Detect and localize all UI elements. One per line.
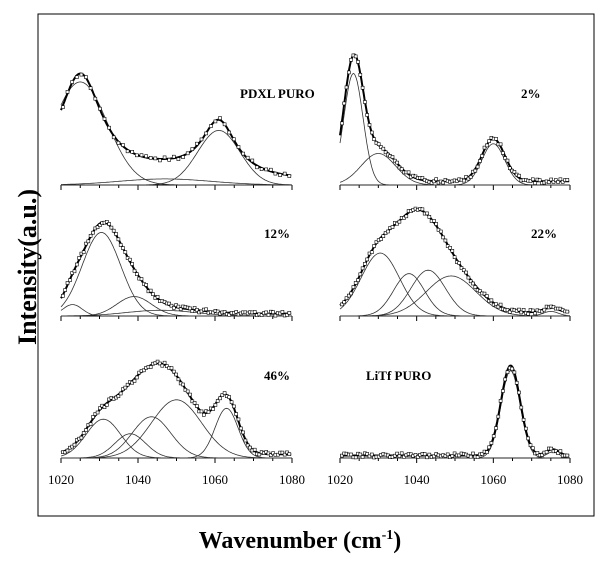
panel-3-data-point — [124, 251, 127, 254]
panel-4-data-point — [474, 286, 477, 289]
panel-2-data-point — [359, 73, 362, 76]
panel-6-component-peak-1 — [340, 371, 570, 458]
panel-3-data-point — [78, 257, 81, 260]
panel-2-data-point — [495, 137, 498, 140]
panel-1-data-point — [85, 76, 88, 79]
panel-3-data-point — [110, 226, 113, 229]
panel-1-data-point — [98, 107, 101, 110]
x-tick-label: 1080 — [557, 472, 583, 487]
panel-5-data-point — [175, 373, 178, 376]
panel-5-data-point — [163, 361, 166, 364]
panel-2-data-point — [501, 152, 504, 155]
panel-6-data-point — [520, 406, 523, 409]
panel-1-label: PDXL PURO — [240, 86, 315, 101]
panel-3-data-point — [267, 313, 270, 316]
panel-2-data-point — [347, 71, 350, 74]
panel-1-data-point — [288, 175, 291, 178]
panel-4-data-point — [522, 308, 525, 311]
panel-2-data-point — [435, 178, 438, 181]
panel-4-data-point — [361, 267, 364, 270]
panel-1-data-point — [228, 131, 231, 134]
panel-4-data-point — [432, 219, 435, 222]
panel-1-component-peak-3 — [61, 179, 292, 185]
panel-4-data-point — [499, 303, 502, 306]
panel-1-data-point — [251, 159, 254, 162]
panel-5-data-point — [119, 392, 122, 395]
panel-3-data-point — [61, 294, 64, 297]
panel-3-data-point — [122, 247, 125, 250]
panel-4-data-point — [439, 230, 442, 233]
panel-1-data-point — [242, 152, 245, 155]
panel-5-data-point — [186, 390, 189, 393]
panel-3-data-point — [281, 310, 284, 313]
panel-1-data-point — [274, 172, 277, 175]
panel-4-data-point — [444, 239, 447, 242]
panel-5-data-point — [219, 397, 222, 400]
panel-6-data-point — [495, 427, 498, 430]
panel-1-data-point — [75, 76, 78, 79]
panel-2-data-point — [366, 114, 369, 117]
panel-5-data-point — [253, 448, 256, 451]
x-tick-label: 1080 — [279, 472, 305, 487]
panel-5-data-point — [202, 413, 205, 416]
panel-2-data-point — [506, 159, 509, 162]
panel-3-label: 12% — [264, 226, 290, 241]
panel-3-data-point — [152, 293, 155, 296]
panel-3-data-point — [205, 308, 208, 311]
panel-5-data-point — [200, 410, 203, 413]
panel-5-data-point — [133, 379, 136, 382]
panel-3-data-point — [73, 270, 76, 273]
panel-3-data-point — [119, 243, 122, 246]
panel-2-fit-curve — [340, 55, 569, 182]
panel-4-data-point — [467, 276, 470, 279]
panel-3-data-point — [128, 258, 131, 261]
panel-6-data-point — [497, 415, 500, 418]
panel-2-data-point — [518, 174, 521, 177]
panel-3-data-point — [149, 289, 152, 292]
panel-4-component-peak-2 — [340, 274, 570, 316]
panel-3-data-point — [288, 311, 291, 314]
panel-5-data-point — [232, 405, 235, 408]
panel-3-data-point — [82, 251, 85, 254]
x-axis-label-exponent: -1 — [381, 528, 394, 543]
panel-1-data-point — [182, 156, 185, 159]
panel-6-data-point — [518, 391, 521, 394]
panel-2-data-point — [370, 131, 373, 134]
x-tick-label: 1020 — [327, 472, 353, 487]
panel-1-data-point — [223, 123, 226, 126]
panel-4-data-point — [370, 251, 373, 254]
panel-5-data-point — [149, 366, 152, 369]
panel-2-data-point — [538, 179, 541, 182]
panel-1-data-point — [177, 158, 180, 161]
panel-1-data-point — [219, 117, 222, 120]
panel-3-data-point — [75, 263, 78, 266]
panel-3-data-point — [68, 279, 71, 282]
panel-4-data-point — [366, 258, 369, 261]
panel-1-data-point — [154, 157, 157, 160]
panel-6-data-point — [472, 452, 475, 455]
panel-5-fit-curve — [61, 363, 291, 454]
panel-6-data-point — [529, 444, 532, 447]
panel-2-data-point — [357, 60, 360, 63]
panel-3-data-point — [272, 311, 275, 314]
panel-3-data-point — [131, 263, 134, 266]
panel-6-data-point — [490, 442, 493, 445]
panel-2-data-point — [566, 178, 569, 181]
panel-5-data-point — [177, 378, 180, 381]
panel-4-data-point — [398, 220, 401, 223]
panel-5-data-point — [182, 383, 185, 386]
panel-4-component-peak-4 — [340, 276, 570, 316]
panel-1-data-point — [149, 156, 152, 159]
panel-3-data-point — [253, 310, 256, 313]
panel-4-data-point — [352, 286, 355, 289]
panel-4-data-point — [449, 246, 452, 249]
panel-5-data-point — [237, 418, 240, 421]
panel-1-data-point — [71, 81, 74, 84]
panel-5-data-point — [244, 439, 247, 442]
panel-6-data-point — [423, 453, 426, 456]
panel-6-data-point — [511, 367, 514, 370]
panel-2-data-point — [350, 58, 353, 61]
panel-4-data-point — [490, 299, 493, 302]
panel-2-label: 2% — [521, 86, 541, 101]
panel-2-data-point — [534, 182, 537, 185]
panel-6-data-point — [499, 399, 502, 402]
panel-2-data-point — [340, 122, 343, 125]
panel-5-data-point — [235, 413, 238, 416]
panel-1-data-point — [61, 106, 64, 109]
panel-1-data-point — [168, 158, 171, 161]
panel-4-data-point — [451, 249, 454, 252]
panel-1-data-point — [232, 138, 235, 141]
panel-1-data-point — [66, 90, 69, 93]
panel-6-data-point — [513, 371, 516, 374]
panel-3-data-point — [89, 234, 92, 237]
panel-4-data-point — [527, 312, 530, 315]
panel-3-data-point — [156, 295, 159, 298]
figure-frame — [38, 14, 594, 516]
panel-4-data-point — [428, 215, 431, 218]
panel-1-data-point — [209, 125, 212, 128]
panel-1-data-point — [112, 136, 115, 139]
panel-4-data-point — [485, 295, 488, 298]
panel-3-data-point — [145, 283, 148, 286]
x-tick-label: 1020 — [48, 472, 74, 487]
panel-1-data-point — [89, 87, 92, 90]
panel-1-data-point — [80, 73, 83, 76]
panel-2-data-point — [363, 101, 366, 104]
panel-1-data-point — [186, 152, 189, 155]
panel-4-component-peak-3 — [340, 270, 570, 316]
panel-5-data-point — [239, 427, 242, 430]
panel-3-data-point — [135, 273, 138, 276]
panel-1-data-point — [191, 148, 194, 151]
panel-2-data-point — [345, 86, 348, 89]
panel-1-data-point — [200, 138, 203, 141]
panel-6-label: LiTf PURO — [366, 368, 432, 383]
panel-6-data-point — [506, 371, 509, 374]
panel-2-data-point — [382, 147, 385, 150]
x-tick-label: 1040 — [125, 472, 151, 487]
panel-6-data-point — [400, 452, 403, 455]
x-axis-label — [150, 528, 450, 558]
panel-1-data-point — [279, 174, 282, 177]
x-tick-label: 1060 — [202, 472, 228, 487]
panel-2-data-point — [391, 156, 394, 159]
panel-1-data-point — [140, 154, 143, 157]
panel-4-fit-curve — [340, 210, 569, 313]
panel-6-data-point — [524, 427, 527, 430]
panel-3-data-point — [140, 278, 143, 281]
panel-2-data-point — [373, 138, 376, 141]
panel-4-data-point — [534, 312, 537, 315]
panel-3-data-point — [112, 229, 115, 232]
panel-2-data-point — [531, 178, 534, 181]
panel-5-data-point — [170, 367, 173, 370]
panel-1-data-point — [260, 168, 263, 171]
x-axis-label-close: ) — [393, 528, 402, 554]
panel-1-data-point — [103, 117, 106, 120]
panel-5-data-point — [223, 392, 226, 395]
panel-1-data-point — [122, 144, 125, 147]
panel-2-data-point — [361, 86, 364, 89]
panel-4-label: 22% — [531, 226, 557, 241]
panel-3-data-point — [117, 238, 120, 241]
panel-5-data-point — [135, 376, 138, 379]
panel-1-data-point — [163, 156, 166, 159]
panel-1-data-point — [214, 120, 217, 123]
panel-6-data-point — [515, 381, 518, 384]
panel-5-data-point — [230, 401, 233, 404]
panel-5-label: 46% — [264, 368, 290, 383]
panel-4-component-peak-1 — [340, 253, 570, 316]
panel-2-data-point — [462, 179, 465, 182]
y-axis-label: Intensity(a.u.) — [13, 189, 42, 346]
panel-4-data-point — [343, 301, 346, 304]
panel-6-data-point — [531, 447, 534, 450]
panel-6-data-point — [545, 451, 548, 454]
panel-1-data-point — [145, 155, 148, 158]
panel-5-data-point — [189, 393, 192, 396]
panel-1-data-point — [246, 156, 249, 159]
panel-3-data-point — [115, 233, 118, 236]
panel-4-data-point — [380, 238, 383, 241]
panel-5-component-peak-4 — [61, 400, 292, 458]
panel-4-data-point — [566, 310, 569, 313]
panel-6-data-point — [370, 453, 373, 456]
panel-4-data-point — [373, 245, 376, 248]
panel-2-data-point — [368, 124, 371, 127]
panel-1-data-point — [265, 168, 268, 171]
panel-4-data-point — [472, 282, 475, 285]
panel-5-data-point — [161, 364, 164, 367]
panel-3-data-point — [92, 231, 95, 234]
x-axis-label-base: Wavenumber (cm — [198, 528, 382, 554]
panel-3-data-point — [108, 223, 111, 226]
panel-1-data-point — [256, 166, 259, 169]
panel-3-data-point — [133, 269, 136, 272]
panel-6-data-point — [522, 418, 525, 421]
panel-1-data-point — [117, 141, 120, 144]
panel-5-data-point — [228, 396, 231, 399]
panel-2-data-point — [481, 154, 484, 157]
panel-6-data-point — [559, 450, 562, 453]
panel-5-data-point — [288, 453, 291, 456]
panel-6-data-point — [527, 437, 530, 440]
x-tick-label: 1040 — [403, 472, 430, 487]
panel-1-data-point — [135, 154, 138, 157]
panel-3-data-point — [87, 240, 90, 243]
panel-2-data-point — [400, 168, 403, 171]
panel-5-data-point — [80, 436, 83, 439]
panel-5-data-point — [66, 449, 69, 452]
panel-6-data-point — [566, 454, 569, 457]
panel-5-data-point — [207, 410, 210, 413]
panel-1-data-point — [158, 159, 161, 162]
panel-5-data-point — [92, 416, 95, 419]
panel-5-data-point — [214, 403, 217, 406]
panel-4-data-point — [350, 292, 353, 295]
panel-4-data-point — [465, 271, 468, 274]
panel-5-data-point — [96, 411, 99, 414]
panel-3-data-point — [191, 310, 194, 313]
panel-1-data-point — [237, 146, 240, 149]
panel-5-data-point — [124, 386, 127, 389]
panel-2-data-point — [396, 161, 399, 164]
panel-5-data-point — [82, 432, 85, 435]
panel-1-data-point — [126, 150, 129, 153]
panel-2-data-point — [485, 144, 488, 147]
panel-5-data-point — [105, 403, 108, 406]
panel-6-data-point — [504, 378, 507, 381]
panel-6-data-point — [354, 456, 357, 459]
panel-2-data-point — [476, 165, 479, 168]
panel-5-data-point — [195, 405, 198, 408]
panel-4-data-point — [458, 262, 461, 265]
panel-2-data-point — [407, 171, 410, 174]
panel-5-data-point — [242, 431, 245, 434]
panel-4-data-point — [382, 235, 385, 238]
panel-4-data-point — [386, 230, 389, 233]
panel-2-data-point — [343, 102, 346, 105]
panel-4-data-point — [405, 215, 408, 218]
panel-1-data-point — [269, 168, 272, 171]
panel-4-data-point — [453, 256, 456, 259]
panel-2-data-point — [474, 169, 477, 172]
panel-5-data-point — [85, 429, 88, 432]
panel-6-data-point — [361, 456, 364, 459]
panel-1-data-point — [131, 150, 134, 153]
panel-2-data-point — [377, 143, 380, 146]
panel-1-data-point — [172, 155, 175, 158]
panel-6-data-point — [485, 451, 488, 454]
panel-4-data-point — [363, 262, 366, 265]
panel-6-data-point — [492, 435, 495, 438]
panel-1-data-point — [94, 97, 97, 100]
panel-4-data-point — [359, 273, 362, 276]
panel-5-data-point — [249, 446, 252, 449]
panel-6-data-point — [469, 455, 472, 458]
panel-2-data-point — [469, 176, 472, 179]
panel-6-data-point — [488, 446, 491, 449]
panel-4-data-point — [442, 236, 445, 239]
panel-5-data-point — [73, 443, 76, 446]
panel-6-data-point — [501, 390, 504, 393]
panel-5-data-point — [89, 423, 92, 426]
panel-5-data-point — [172, 370, 175, 373]
panel-2-data-point — [478, 160, 481, 163]
panel-1-data-point — [108, 126, 111, 129]
panel-4-data-point — [391, 226, 394, 229]
panel-5-data-point — [212, 408, 215, 411]
panel-4-data-point — [357, 279, 360, 282]
panel-4-data-point — [543, 308, 546, 311]
panel-2-data-point — [488, 140, 491, 143]
panel-1-data-point — [205, 132, 208, 135]
panel-4-data-point — [421, 208, 424, 211]
x-tick-label: 1060 — [480, 472, 507, 487]
panel-3-data-point — [64, 289, 67, 292]
panel-4-data-point — [426, 212, 429, 215]
panel-4-data-point — [435, 223, 438, 226]
panel-5-data-point — [193, 401, 196, 404]
panel-1-data-point — [283, 172, 286, 175]
panel-2-data-point — [499, 143, 502, 146]
panel-1-data-point — [195, 142, 198, 145]
panel-2-data-point — [354, 55, 357, 58]
